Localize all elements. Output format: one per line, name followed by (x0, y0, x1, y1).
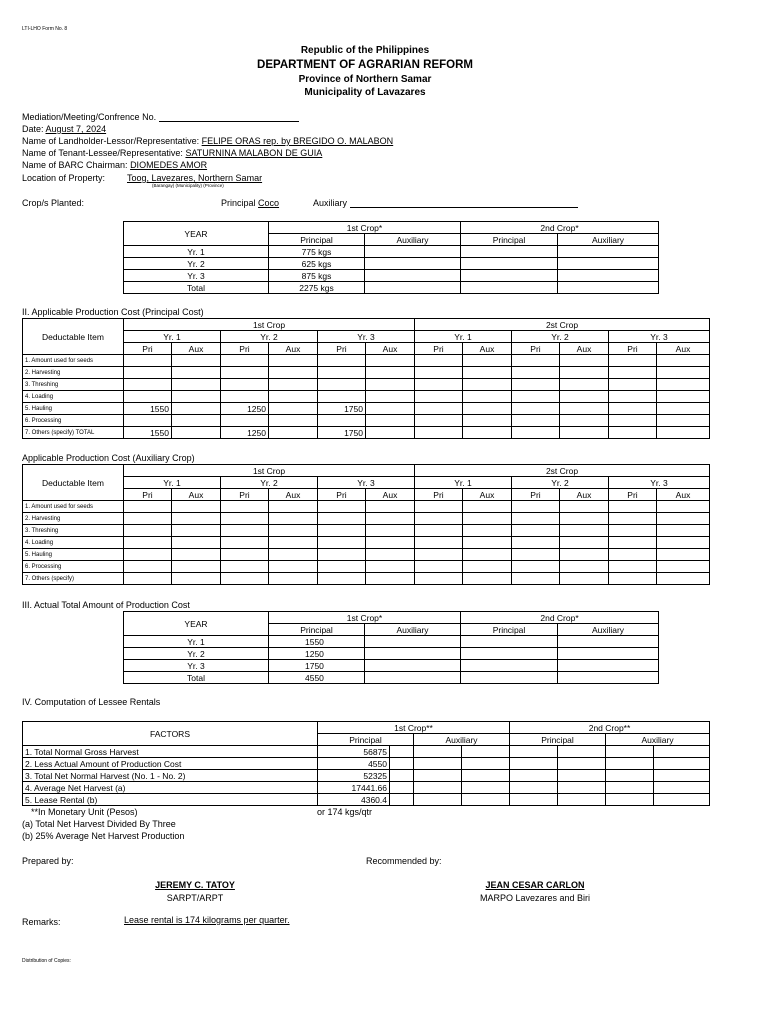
table-row (23, 501, 710, 513)
pri-value: 1550 (124, 427, 172, 439)
tenant-label: Name of Tenant-Lessee/Representative: (22, 148, 183, 158)
tenant-value: SATURNINA MALABON DE GUIA (185, 148, 323, 158)
location-value: Toog, Lavezares, Northern Samar (127, 173, 263, 183)
header-department: DEPARTMENT OF AGRARIAN REFORM (257, 59, 473, 71)
location-label: Location of Property: (22, 173, 106, 183)
principal-cell: 775 kgs (269, 246, 365, 258)
yield-year-header: YEAR (124, 222, 269, 246)
factor-label: 5. Lease Rental (b) (23, 794, 318, 806)
recommended-name: JEAN CESAR CARLON (485, 880, 585, 890)
table-row (23, 537, 710, 549)
mediation-row (22, 112, 299, 122)
deductable-item: 4. Loading (23, 537, 124, 549)
crops-label: Crop/s Planted: (22, 198, 85, 208)
pri-value (318, 391, 366, 403)
principal-crop-value: Coco (258, 198, 280, 208)
deductable-item: 5. Hauling (23, 549, 124, 561)
principal-crop-label: Principal (221, 198, 256, 208)
pri-value (124, 391, 172, 403)
landholder-value: FELIPE ORAS rep. by BREGIDO O. MALABON (201, 136, 394, 146)
total-cost-table (123, 611, 659, 684)
aux-header: Aux (657, 489, 710, 501)
yield-crop1-header: 1st Crop* (269, 222, 461, 234)
auxiliary-blank (350, 199, 578, 208)
aux-header: Aux (560, 343, 609, 355)
barc-value: DIOMEDES AMOR (130, 160, 208, 170)
year-cell: Yr. 1 (124, 636, 269, 648)
pri-value (318, 379, 366, 391)
rent-auxiliary-header-2: Auxiliary (606, 734, 710, 746)
auxiliary-crop-row (313, 198, 578, 208)
aux-header: Aux (269, 489, 318, 501)
recommended-label: Recommended by: (366, 856, 442, 866)
prepared-name: JEREMY C. TATOY (155, 880, 235, 890)
table-row (23, 367, 710, 379)
table-row (23, 391, 710, 403)
deductable-item: 3. Threshing (23, 379, 124, 391)
aux-header: Aux (366, 343, 415, 355)
deductable-item: 6. Processing (23, 561, 124, 573)
date-label: Date: (22, 124, 44, 134)
year-cell: Yr. 3 (124, 270, 269, 282)
total-year-header: YEAR (124, 612, 269, 636)
year-header: Yr. 2 (512, 331, 609, 343)
factor-label: 1. Total Normal Gross Harvest (23, 746, 318, 758)
pri-value (221, 415, 269, 427)
deductable-item: 1. Amount used for seeds (23, 355, 124, 367)
rent-principal-header-2: Principal (510, 734, 606, 746)
rent-crop2-header: 2nd Crop** (510, 722, 710, 734)
table-row (124, 636, 659, 648)
pri-header: Pri (221, 343, 269, 355)
principal-cell: 1250 (269, 648, 365, 660)
year-header: Yr. 3 (318, 331, 415, 343)
section4-title: IV. Computation of Lessee Rentals (22, 697, 161, 707)
date-value: August 7, 2024 (45, 124, 107, 134)
pri-header: Pri (609, 343, 657, 355)
year-header: Yr. 2 (221, 477, 318, 489)
factor-value: 17441.66 (318, 782, 390, 794)
table-row (23, 758, 710, 770)
factor-value: 4550 (318, 758, 390, 770)
barc-label: Name of BARC Chairman: (22, 160, 128, 170)
pri-value: 1750 (318, 403, 366, 415)
rent-crop1-header: 1st Crop** (318, 722, 510, 734)
rent-principal-header: Principal (318, 734, 414, 746)
year-header: Yr. 1 (415, 331, 512, 343)
pri-value: 1250 (221, 403, 269, 415)
pri-header: Pri (609, 489, 657, 501)
year-cell: Yr. 1 (124, 246, 269, 258)
barc-row (22, 160, 207, 170)
distribution-label: Distribution of Copies: (22, 958, 71, 964)
total-principal-header: Principal (269, 624, 365, 636)
prepared-label: Prepared by: (22, 856, 74, 866)
landholder-row (22, 136, 393, 146)
table-row (124, 246, 659, 258)
pri-header: Pri (221, 489, 269, 501)
deductable-item: 7. Others (specify) (23, 573, 124, 585)
pri-header: Pri (124, 343, 172, 355)
total-crop1-header: 1st Crop* (269, 612, 461, 624)
aux-header: Aux (269, 343, 318, 355)
table-row (23, 573, 710, 585)
year-header: Yr. 1 (124, 331, 221, 343)
deductable-item: 4. Loading (23, 391, 124, 403)
mediation-blank (159, 113, 299, 122)
year-header: Yr. 2 (221, 331, 318, 343)
aux-crop2-header: 2st Crop (415, 465, 710, 477)
principal-cell: 1550 (269, 636, 365, 648)
deductable-header: Deductable Item (23, 319, 124, 355)
rent-auxiliary-header: Auxiliary (414, 734, 510, 746)
table-row (23, 525, 710, 537)
header-municipality: Municipality of Lavazares (304, 87, 426, 98)
pri-value (221, 379, 269, 391)
principal-cost-table (22, 318, 710, 439)
deductable-header-aux: Deductable Item (23, 465, 124, 501)
deductable-item: 3. Threshing (23, 525, 124, 537)
table-row (23, 770, 710, 782)
deductable-item: 2. Harvesting (23, 513, 124, 525)
yield-crop2-header: 2nd Crop* (461, 222, 659, 234)
principal-crop-row (221, 198, 279, 208)
pri-header: Pri (512, 343, 560, 355)
pri-value (124, 415, 172, 427)
pri-value (221, 367, 269, 379)
factor-value: 52325 (318, 770, 390, 782)
year-cell: Total (124, 282, 269, 294)
aux-header: Aux (463, 343, 512, 355)
table-row (124, 258, 659, 270)
factors-header: FACTORS (23, 722, 318, 746)
recommended-title: MARPO Lavezares and Biri (479, 893, 591, 903)
pri-header: Pri (512, 489, 560, 501)
year-header: Yr. 1 (415, 477, 512, 489)
note-qtr: or 174 kgs/qtr (317, 807, 373, 817)
year-header: Yr. 1 (124, 477, 221, 489)
deductable-item: 5. Hauling (23, 403, 124, 415)
section2-title: II. Applicable Production Cost (Principal Cost) (22, 307, 204, 317)
header-province: Province of Northern Samar (298, 74, 432, 85)
year-header: Yr. 3 (318, 477, 415, 489)
pri-header: Pri (124, 489, 172, 501)
aux-header: Aux (172, 343, 221, 355)
principal-cell: 875 kgs (269, 270, 365, 282)
table-row (23, 513, 710, 525)
year-header: Yr. 3 (609, 331, 710, 343)
total-principal-header-2: Principal (461, 624, 558, 636)
pri-header: Pri (415, 489, 463, 501)
yield-table (123, 221, 659, 294)
header-republic: Republic of the Philippines (300, 45, 430, 56)
pri-value: 1550 (124, 403, 172, 415)
principal-cell: 4550 (269, 672, 365, 684)
table-row (124, 648, 659, 660)
deductable-item: 1. Amount used for seeds (23, 501, 124, 513)
aux-header: Aux (560, 489, 609, 501)
table-row (124, 672, 659, 684)
principal-cell: 1750 (269, 660, 365, 672)
yield-auxiliary-header-2: Auxiliary (558, 234, 659, 246)
deductable-item: 6. Processing (23, 415, 124, 427)
table-row (23, 355, 710, 367)
pri-value (124, 355, 172, 367)
note-b: (b) 25% Average Net Harvest Production (22, 831, 185, 841)
pri-value (318, 367, 366, 379)
pri-value (318, 355, 366, 367)
year-cell: Yr. 3 (124, 660, 269, 672)
year-cell: Yr. 2 (124, 258, 269, 270)
factor-value: 56875 (318, 746, 390, 758)
deductable-item: 7. Others (specify) TOTAL (23, 427, 124, 439)
table-row (23, 379, 710, 391)
table-row (23, 746, 710, 758)
yield-auxiliary-header: Auxiliary (365, 234, 461, 246)
yield-principal-header: Principal (269, 234, 365, 246)
location-sub: (Barangay) (Municipality) (Province) (152, 183, 224, 188)
factor-label: 2. Less Actual Amount of Production Cost (23, 758, 318, 770)
deductable-item: 2. Harvesting (23, 367, 124, 379)
aux-header: Aux (463, 489, 512, 501)
table-row (23, 794, 710, 806)
date-row (22, 124, 106, 134)
tenant-row (22, 148, 322, 158)
pri-value: 1750 (318, 427, 366, 439)
remarks-value: Lease rental is 174 kilograms per quarter. (124, 915, 290, 925)
pri-value (124, 367, 172, 379)
principal-cell: 2275 kgs (269, 282, 365, 294)
factor-label: 4. Average Net Harvest (a) (23, 782, 318, 794)
prepared-title: SARPT/ARPT (166, 893, 224, 903)
note-a: (a) Total Net Harvest Divided By Three (22, 819, 176, 829)
landholder-label: Name of Landholder-Lessor/Representative: (22, 136, 200, 146)
table-row (124, 270, 659, 282)
table-row (124, 660, 659, 672)
total-crop2-header: 2nd Crop* (461, 612, 659, 624)
total-auxiliary-header-2: Auxiliary (558, 624, 659, 636)
factor-label: 3. Total Net Normal Harvest (No. 1 - No. 2) (23, 770, 318, 782)
pri-value (221, 355, 269, 367)
mediation-label: Mediation/Meeting/Confrence No. (22, 112, 157, 122)
auxiliary-cost-table (22, 464, 710, 585)
total-auxiliary-header: Auxiliary (365, 624, 461, 636)
year-header: Yr. 2 (512, 477, 609, 489)
pri-value (124, 379, 172, 391)
table-row (23, 782, 710, 794)
section2b-title: Applicable Production Cost (Auxiliary Crop) (22, 453, 195, 463)
pri-header: Pri (318, 489, 366, 501)
principal-cell: 625 kgs (269, 258, 365, 270)
cost-crop1-header: 1st Crop (124, 319, 415, 331)
aux-crop1-header: 1st Crop (124, 465, 415, 477)
aux-header: Aux (657, 343, 710, 355)
table-row (124, 282, 659, 294)
table-row (23, 549, 710, 561)
form-number: LTI-LHO Form No. 8 (22, 26, 68, 32)
remarks-label: Remarks: (22, 917, 61, 927)
auxiliary-crop-label: Auxiliary (313, 198, 348, 208)
table-row (23, 403, 710, 415)
table-row (23, 427, 710, 439)
pri-value: 1250 (221, 427, 269, 439)
section3-title: III. Actual Total Amount of Production Cost (22, 600, 190, 610)
aux-header: Aux (172, 489, 221, 501)
note-monetary: **In Monetary Unit (Pesos) (31, 807, 138, 817)
table-row (23, 561, 710, 573)
rentals-table (22, 721, 710, 806)
aux-header: Aux (366, 489, 415, 501)
pri-value (318, 415, 366, 427)
cost-crop2-header: 2st Crop (415, 319, 710, 331)
pri-header: Pri (318, 343, 366, 355)
yield-principal-header-2: Principal (461, 234, 558, 246)
pri-header: Pri (415, 343, 463, 355)
year-cell: Yr. 2 (124, 648, 269, 660)
factor-value: 4360.4 (318, 794, 390, 806)
table-row (23, 415, 710, 427)
year-cell: Total (124, 672, 269, 684)
year-header: Yr. 3 (609, 477, 710, 489)
pri-value (221, 391, 269, 403)
